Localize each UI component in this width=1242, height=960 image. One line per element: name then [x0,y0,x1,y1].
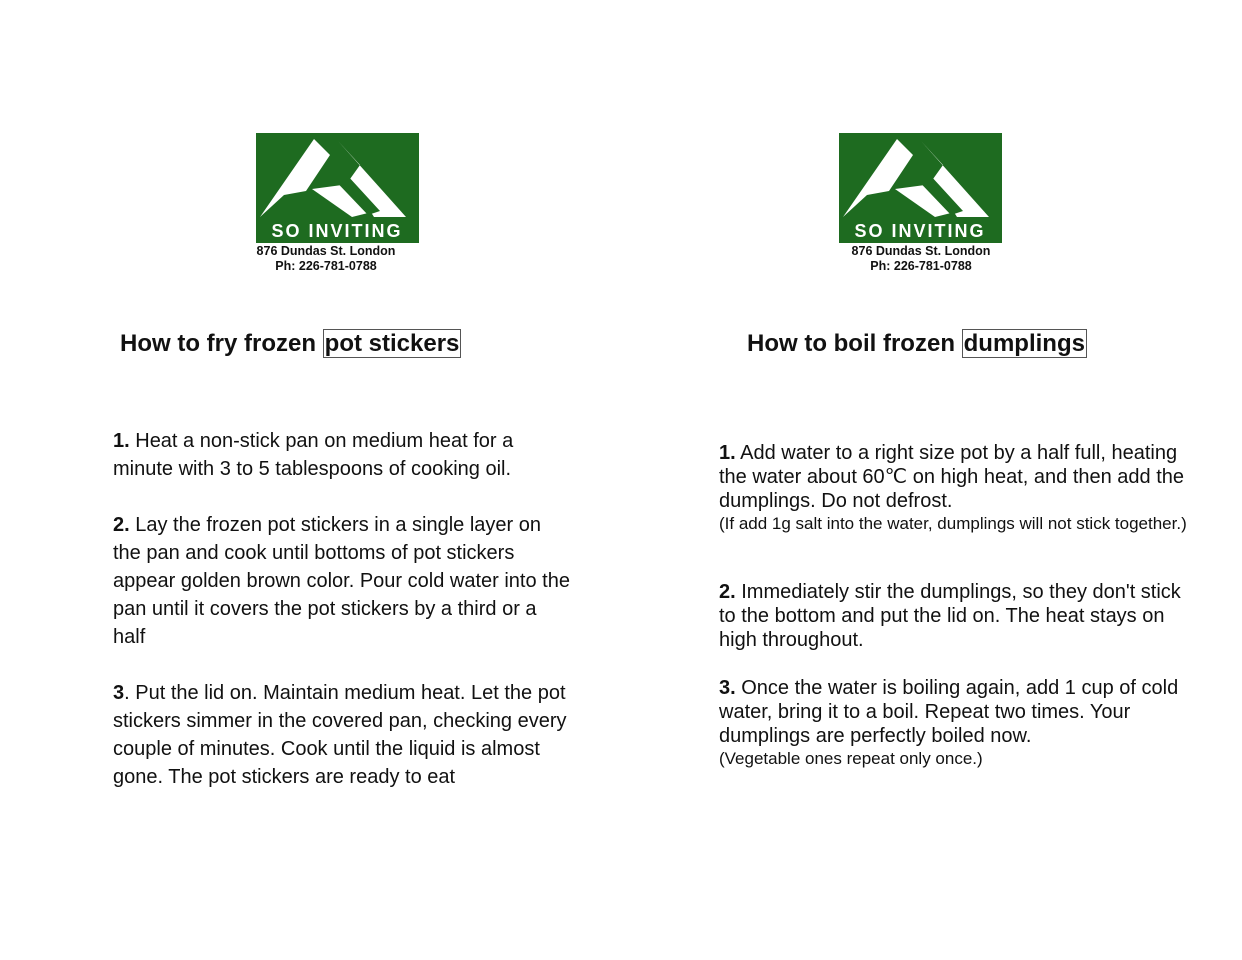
boil-step-3 [719,676,1189,770]
brand-phone: Ph: 226-781-0788 [275,259,377,273]
fry-step-3-number: 3 [113,682,125,704]
boil-step-2-number: 2. [719,581,736,603]
fry-title-highlight: pot stickers [324,330,460,357]
boil-step-3-number: 3. [719,677,736,699]
boil-step-1 [719,441,1189,535]
brand-address: 876 Dundas St. London [851,244,991,258]
mountain-logo-icon [839,133,1002,243]
brand-phone: Ph: 226-781-0788 [870,259,972,273]
boil-step-1-text: Add water to a right size pot by a half full, heating the water about 60℃ on high heat, and then add the dumplings. Do not defrost. [719,442,1185,512]
boil-step-2-text: Immediately stir the dumplings, so they don't stick to the bottom and put the lid on. The heat stays on high throughout. [719,581,1181,651]
fry-step-2-text: Lay the frozen pot stickers in a single layer on the pan and cook until bottoms of pot stickers appear golden brown color. Pour cold water into the pan until it covers the pot stickers by a third or a half [113,514,570,648]
boil-title-prefix: How to boil frozen [747,330,962,357]
fry-step-1 [113,427,573,483]
boil-title-highlight: dumplings [963,330,1085,357]
brand-contact [226,244,426,274]
brand-logo [839,133,1002,243]
boil-step-1-note: (If add 1g salt into the water, dumplings will not stick together.) [719,514,1187,533]
boil-step-1-number: 1. [719,442,736,464]
svg-text:SO INVITING: SO INVITING [271,221,403,241]
boil-step-3-note: (Vegetable ones repeat only once.) [719,749,983,768]
fry-step-1-text: Heat a non-stick pan on medium heat for a minute with 3 to 5 tablespoons of cooking oil. [113,430,514,480]
fry-title-prefix: How to fry frozen [120,330,323,357]
boil-step-3-text: Once the water is boiling again, add 1 cup of cold water, bring it to a boil. Repeat two times. Your dumplings are perfectly boiled now. [719,677,1179,747]
fry-step-1-number: 1. [113,430,130,452]
mountain-logo-icon [256,133,419,243]
boil-step-2 [719,580,1189,652]
svg-text:SO INVITING: SO INVITING [854,221,986,241]
fry-title [120,330,461,358]
brand-address: 876 Dundas St. London [256,244,396,258]
fry-step-3-text: . Put the lid on. Maintain medium heat. Let the pot stickers simmer in the covered pan, checking every couple of minutes. Cook until the liquid is almost gone. The pot stickers are ready to eat [113,682,567,788]
fry-step-2 [113,511,573,651]
fry-step-3 [113,679,573,791]
brand-logo [256,133,419,243]
brand-contact [821,244,1021,274]
fry-step-2-number: 2. [113,514,130,536]
boil-title [747,330,1087,358]
